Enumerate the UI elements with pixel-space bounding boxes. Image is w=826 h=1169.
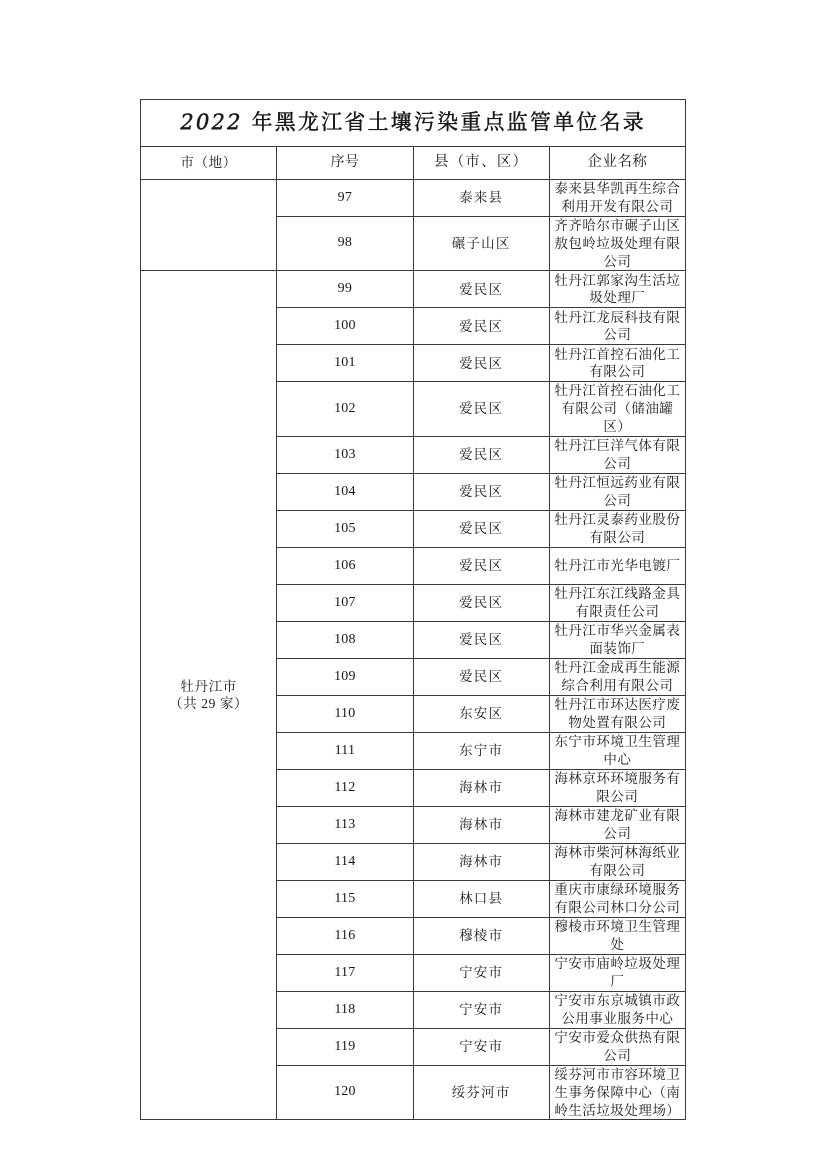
enterprise-name-text: 穆棱市环境卫生管理处 [554,919,681,952]
row-index-cell: 116 [277,917,413,954]
county-cell: 绥芬河市 [413,1065,549,1119]
enterprise-name-text: 东宁市环境卫生管理中心 [554,734,681,767]
enterprise-name-cell [549,843,685,880]
enterprise-name-cell [549,991,685,1028]
enterprise-name-cell [549,732,685,769]
enterprise-name-text: 宁安市爱众供热有限公司 [554,1030,681,1063]
enterprise-name-cell [549,382,685,436]
city-group-name: 牡丹江市 [180,678,237,694]
enterprise-name-cell [549,806,685,843]
county-cell: 林口县 [413,880,549,917]
enterprise-name-text: 绥芬河市市容环境卫生事务保障中心（南岭生活垃圾处理场） [554,1066,681,1118]
column-header-county: 县（市、区） [413,147,549,180]
enterprise-name-cell [549,180,685,217]
county-cell: 东宁市 [413,732,549,769]
enterprise-name-text: 泰来县华凯再生综合利用开发有限公司 [554,181,681,214]
enterprise-name-text: 牡丹江金成再生能源综合利用有限公司 [554,660,681,693]
enterprise-name-text: 宁安市庙岭垃圾处理厂 [554,956,681,989]
row-index-cell: 119 [277,1028,413,1065]
enterprise-name-cell [549,917,685,954]
row-index-cell: 100 [277,308,413,345]
enterprise-name-cell [549,271,685,308]
enterprise-name-cell [549,584,685,621]
enterprise-name-text: 海林京环环境服务有限公司 [554,771,681,804]
county-cell: 爱民区 [413,308,549,345]
county-cell: 宁安市 [413,1028,549,1065]
enterprise-name-text: 牡丹江市环达医疗废物处置有限公司 [554,697,681,730]
table-row [141,180,686,217]
county-cell: 爱民区 [413,584,549,621]
row-index-cell: 108 [277,621,413,658]
enterprise-name-text: 牡丹江首控石油化工有限公司（储油罐区） [554,383,681,435]
row-index-cell: 101 [277,345,413,382]
county-cell: 爱民区 [413,621,549,658]
enterprise-name-cell [549,1028,685,1065]
table-header-row [141,147,686,180]
listing-table-container [140,99,686,1120]
row-index-cell: 97 [277,180,413,217]
county-cell: 爱民区 [413,473,549,510]
county-cell: 爱民区 [413,547,549,584]
county-cell: 海林市 [413,806,549,843]
county-cell: 爱民区 [413,658,549,695]
enterprise-name-cell [549,658,685,695]
enterprise-name-text: 海林市建龙矿业有限公司 [554,808,681,841]
column-header-index: 序号 [277,147,413,180]
row-index-cell: 106 [277,547,413,584]
table-body [141,100,686,1120]
enterprise-name-cell [549,621,685,658]
table-row [141,271,686,308]
enterprise-name-text: 重庆市康绿环境服务有限公司林口分公司 [554,882,681,915]
enterprise-name-cell [549,1065,685,1119]
county-cell: 穆棱市 [413,917,549,954]
enterprise-name-cell [549,695,685,732]
row-index-cell: 118 [277,991,413,1028]
row-index-cell: 98 [277,217,413,271]
row-index-cell: 117 [277,954,413,991]
column-header-enterprise: 企业名称 [549,147,685,180]
county-cell: 海林市 [413,769,549,806]
county-cell: 泰来县 [413,180,549,217]
row-index-cell: 102 [277,382,413,436]
enterprise-name-text: 牡丹江郭家沟生活垃圾处理厂 [554,272,681,306]
enterprise-name-text: 牡丹江恒远药业有限公司 [554,475,681,508]
enterprise-name-text: 牡丹江灵泰药业股份有限公司 [554,512,681,545]
county-cell: 宁安市 [413,991,549,1028]
county-cell: 爱民区 [413,271,549,308]
county-cell: 东安区 [413,695,549,732]
city-group-cell [141,180,277,271]
enterprise-name-text: 牡丹江市华兴金属表面装饰厂 [554,623,681,656]
county-cell: 爱民区 [413,510,549,547]
enterprise-name-text: 牡丹江首控石油化工有限公司 [554,346,681,380]
column-header-city: 市（地） [141,147,277,180]
row-index-cell: 105 [277,510,413,547]
enterprise-name-cell [549,473,685,510]
supervised-units-table [140,99,686,1120]
row-index-cell: 112 [277,769,413,806]
row-index-cell: 113 [277,806,413,843]
county-cell: 海林市 [413,843,549,880]
county-cell: 爱民区 [413,436,549,473]
row-index-cell: 110 [277,695,413,732]
row-index-cell: 115 [277,880,413,917]
row-index-cell: 120 [277,1065,413,1119]
enterprise-name-text: 牡丹江龙辰科技有限公司 [554,309,681,343]
title-row [141,100,686,147]
row-index-cell: 109 [277,658,413,695]
enterprise-name-text: 牡丹江市光华电镀厂 [554,557,681,573]
enterprise-name-text: 牡丹江巨洋气体有限公司 [554,438,681,471]
enterprise-name-cell [549,217,685,271]
enterprise-name-cell [549,308,685,345]
city-group-count: （共 29 家） [169,696,249,712]
county-cell: 碾子山区 [413,217,549,271]
enterprise-name-text: 海林市柴河林海纸业有限公司 [554,845,681,878]
enterprise-name-cell [549,547,685,584]
enterprise-name-cell [549,954,685,991]
enterprise-name-cell [549,345,685,382]
row-index-cell: 114 [277,843,413,880]
county-cell: 爱民区 [413,382,549,436]
city-group-cell [141,271,277,1120]
enterprise-name-text: 齐齐哈尔市碾子山区敖包岭垃圾处理有限公司 [554,218,681,269]
county-cell: 宁安市 [413,954,549,991]
enterprise-name-cell [549,436,685,473]
row-index-cell: 107 [277,584,413,621]
row-index-cell: 99 [277,271,413,308]
county-cell: 爱民区 [413,345,549,382]
enterprise-name-text: 牡丹江东江线路金具有限责任公司 [554,586,681,619]
enterprise-name-cell [549,769,685,806]
row-index-cell: 111 [277,732,413,769]
enterprise-name-cell [549,880,685,917]
row-index-cell: 103 [277,436,413,473]
document-title-text: 2022 年黑龙江省土壤污染重点监管单位名录 [180,110,646,135]
row-index-cell: 104 [277,473,413,510]
document-title [141,100,686,147]
enterprise-name-text: 宁安市东京城镇市政公用事业服务中心 [554,993,681,1026]
enterprise-name-cell [549,510,685,547]
